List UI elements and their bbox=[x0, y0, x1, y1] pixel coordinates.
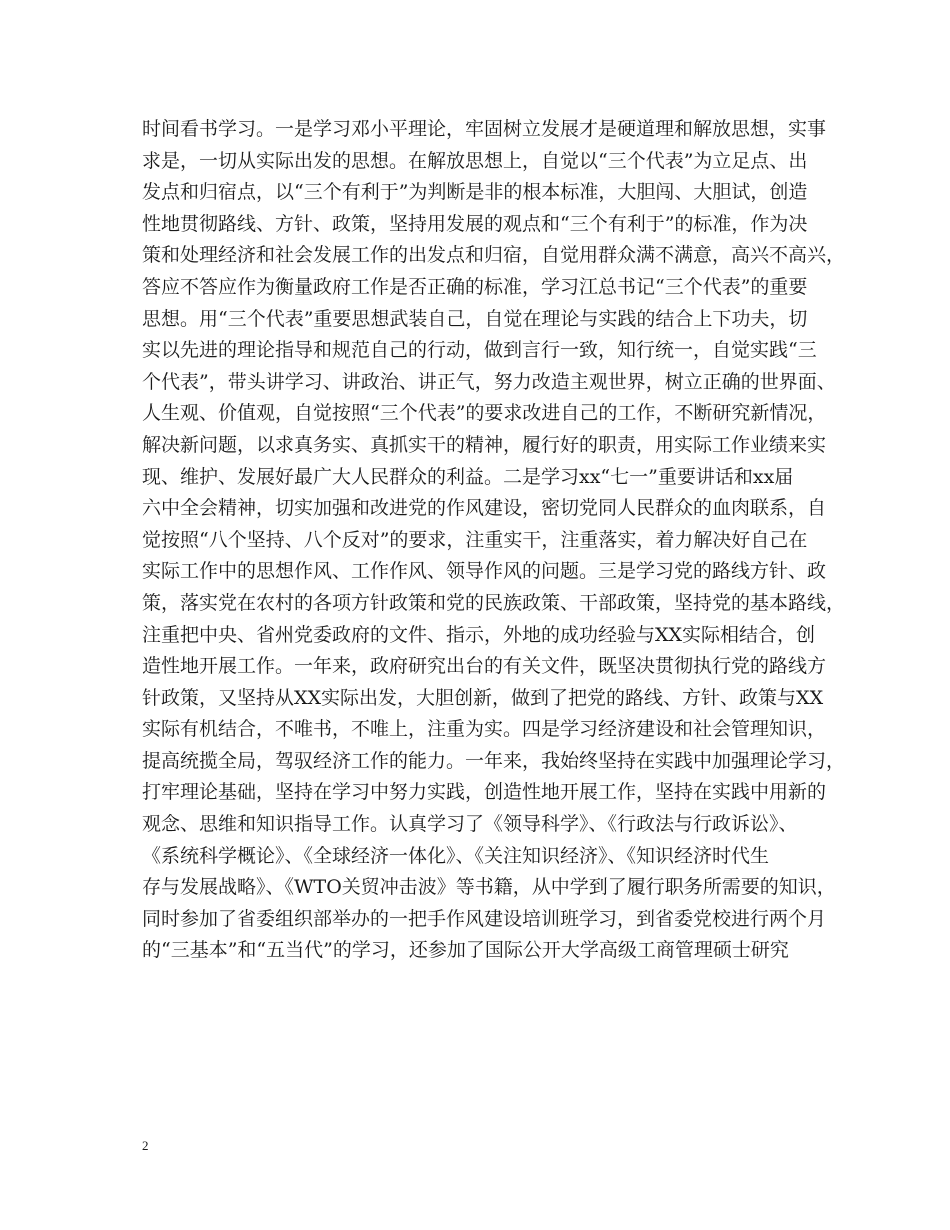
text-line: 个代表”，带头讲学习、讲政治、讲正气，努力改造主观世界，树立正确的世界面、 bbox=[142, 370, 836, 393]
text-line: 观念、思维和知识指导工作。认真学习了《领导科学》、《行政法与行政诉讼》、 bbox=[142, 813, 798, 836]
text-line: 策，落实党在农村的各项方针政策和党的民族政策、干部政策，坚持党的基本路线， bbox=[142, 591, 846, 614]
text-line: 解决新问题，以求真务实、真抓实干的精神，履行好的职责，用实际工作业绩来实 bbox=[142, 433, 827, 456]
text-line: 实以先进的理论指导和规范自己的行动，做到言行一致，知行统一，自觉实践“三 bbox=[142, 339, 817, 362]
text-line: 的“三基本”和“五当代”的学习，还参加了国际公开大学高级工商管理硕士研究 bbox=[142, 939, 789, 962]
text-line: 现、维护、发展好最广大人民群众的利益。二是学习xx“七一”重要讲话和xx届 bbox=[142, 465, 794, 488]
text-line: 同时参加了省委组织部举办的一把手作风建设培训班学习，到省委党校进行两个月 bbox=[142, 907, 827, 930]
page-number: 2 bbox=[142, 1138, 149, 1153]
text-line: 人生观、价值观，自觉按照“三个代表”的要求改进自己的工作，不断研究新情况， bbox=[142, 402, 827, 425]
text-line: 求是，一切从实际出发的思想。在解放思想上，自觉以“三个代表”为立足点、出 bbox=[142, 149, 808, 172]
text-line: 思想。用“三个代表”重要思想武装自己，自觉在理论与实践的结合上下功夫，切 bbox=[142, 307, 808, 330]
text-line: 策和处理经济和社会发展工作的出发点和归宿，自觉用群众满不满意，高兴不高兴， bbox=[142, 244, 846, 267]
text-line: 注重把中央、省州党委政府的文件、指示，外地的成功经验与XX实际相结合，创 bbox=[142, 623, 816, 646]
text-line: 时间看书学习。一是学习邓小平理论，牢固树立发展才是硬道理和解放思想，实事 bbox=[142, 118, 827, 140]
text-line: 六中全会精神，切实加强和改进党的作风建设，密切党同人民群众的血肉联系，自 bbox=[142, 497, 827, 520]
text-line: 性地贯彻路线、方针、政策，坚持用发展的观点和“三个有利于”的标准，作为决 bbox=[142, 212, 808, 235]
text-line: 针政策，又坚持从XX实际出发，大胆创新，做到了把党的路线、方针、政策与XX bbox=[142, 686, 824, 709]
text-line: 发点和归宿点，以“三个有利于”为判断是非的根本标准，大胆闯、大胆试，创造 bbox=[142, 181, 808, 204]
text-line: 觉按照“八个坚持、八个反对”的要求，注重实干，注重落实，着力解决好自己在 bbox=[142, 528, 808, 551]
text-line: 实际有机结合，不唯书，不唯上，注重为实。四是学习经济建设和社会管理知识， bbox=[142, 718, 827, 741]
text-line: 存与发展战略》、《WTO关贸冲击波》等书籍，从中学到了履行职务所需要的知识， bbox=[142, 876, 836, 899]
text-line: 造性地开展工作。一年来，政府研究出台的有关文件，既坚决贯彻执行党的路线方 bbox=[142, 655, 827, 678]
text-line: 打牢理论基础，坚持在学习中努力实践，创造性地开展工作，坚持在实践中用新的 bbox=[142, 781, 827, 804]
text-line: 答应不答应作为衡量政府工作是否正确的标准，学习江总书记“三个代表”的重要 bbox=[142, 275, 808, 298]
text-line: 《系统科学概论》、《全球经济一体化》、《关注知识经济》、《知识经济时代生 bbox=[142, 844, 770, 867]
text-line: 实际工作中的思想作风、工作作风、领导作风的问题。三是学习党的路线方针、政 bbox=[142, 560, 827, 583]
text-line: 提高统揽全局，驾驭经济工作的能力。一年来，我始终坚持在实践中加强理论学习， bbox=[142, 749, 846, 772]
body-paragraph bbox=[142, 114, 846, 967]
